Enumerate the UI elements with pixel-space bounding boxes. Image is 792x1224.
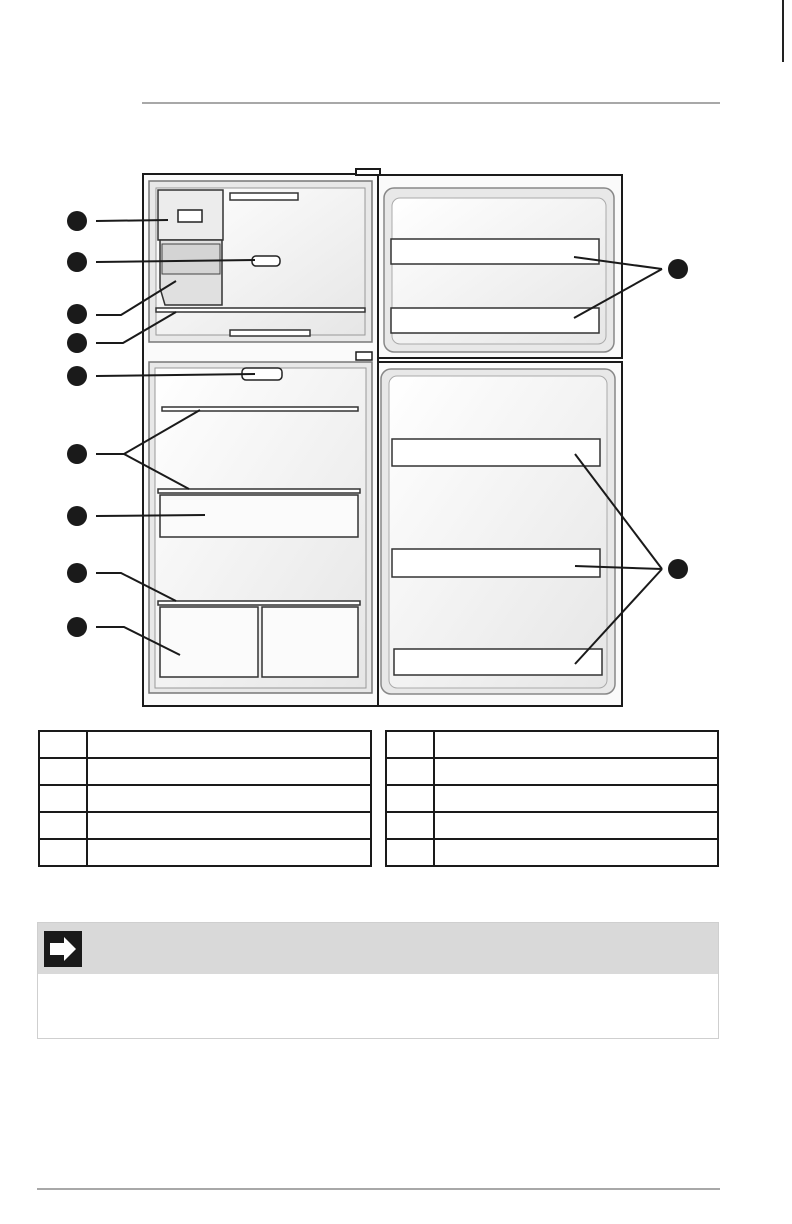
legend-row: [39, 758, 371, 785]
callout-10: [668, 259, 688, 279]
legend-label: [434, 812, 718, 839]
legend-label: [87, 812, 371, 839]
legend-number: [39, 785, 87, 812]
legend-row: [39, 839, 371, 866]
page-edge-line: [782, 0, 784, 62]
callout-8: [67, 563, 87, 583]
legend-label: [434, 839, 718, 866]
note-box: [37, 922, 719, 1039]
freezer-door-bin-lower: [391, 308, 599, 333]
legend-label: [87, 839, 371, 866]
legend-row: [386, 731, 718, 758]
glass-shelf-upper: [162, 407, 358, 411]
legend-row: [386, 839, 718, 866]
legend-number: [39, 731, 87, 758]
legend-row: [39, 812, 371, 839]
legend-label: [434, 731, 718, 758]
legend-number: [386, 839, 434, 866]
legend-number: [386, 731, 434, 758]
legend-number: [386, 758, 434, 785]
callout-3: [67, 304, 87, 324]
callout-9: [67, 617, 87, 637]
legend-label: [87, 785, 371, 812]
parts-legend-right: [385, 730, 719, 867]
legend-label: [87, 758, 371, 785]
callout-2: [67, 252, 87, 272]
freezer-shelf: [156, 308, 365, 312]
footer-rule: [37, 1188, 720, 1190]
callout-11: [668, 559, 688, 579]
legend-row: [39, 785, 371, 812]
crisper-right: [262, 607, 358, 677]
fresh-food-compartment: [149, 362, 372, 693]
legend-number: [386, 785, 434, 812]
legend-label: [434, 758, 718, 785]
crisper-cover: [158, 601, 360, 605]
refrigerator-diagram: [60, 165, 700, 715]
legend-row: [386, 758, 718, 785]
callout-6: [67, 444, 87, 464]
legend-row: [39, 731, 371, 758]
callout-1: [67, 211, 87, 231]
header-rule: [142, 102, 720, 104]
legend-number: [39, 812, 87, 839]
freezer-control: [252, 256, 280, 266]
legend-number: [39, 758, 87, 785]
callout-4: [67, 333, 87, 353]
legend-label: [434, 785, 718, 812]
fridge-door-interior: [381, 369, 615, 694]
parts-legend-left: [38, 730, 372, 867]
door-bin-upper: [392, 439, 600, 466]
freezer-door-interior: [384, 188, 614, 352]
legend-row: [386, 785, 718, 812]
callout-5: [67, 366, 87, 386]
legend-number: [386, 812, 434, 839]
crisper-left: [160, 607, 258, 677]
legend-row: [386, 812, 718, 839]
door-bin-lower: [394, 649, 602, 675]
legend-label: [87, 731, 371, 758]
note-header: [38, 923, 718, 974]
door-bin-middle: [392, 549, 600, 577]
arrow-right-icon: [44, 931, 82, 967]
legend-number: [39, 839, 87, 866]
freezer-door-bin-upper: [391, 239, 599, 264]
callout-7: [67, 506, 87, 526]
